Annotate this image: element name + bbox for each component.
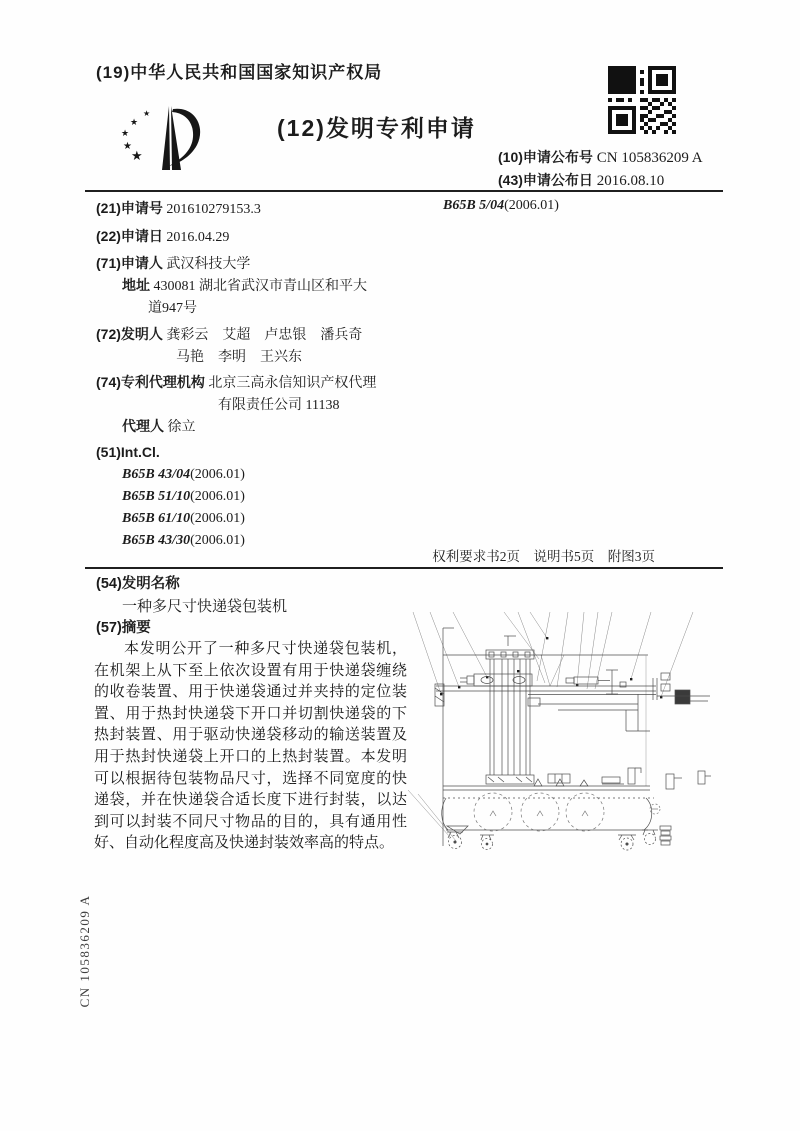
svg-text:★: ★ xyxy=(123,141,132,152)
primary-class-row xyxy=(443,198,559,214)
address-row-2 xyxy=(148,297,197,317)
agency-line2: 有限责任公司 11138 xyxy=(218,398,340,413)
address-row xyxy=(122,275,367,295)
inventors-line2: 马艳 李明 王兴东 xyxy=(176,350,302,365)
inventors-label: (72)发明人 xyxy=(96,326,163,342)
applicant-value: 武汉科技大学 xyxy=(166,257,251,272)
patent-office-logo-icon xyxy=(121,100,225,175)
agent-value: 徐立 xyxy=(167,420,196,435)
class-version: (2006.01) xyxy=(190,467,245,482)
publication-number-value: CN 105836209 A xyxy=(596,150,703,166)
applicant-label: (71)申请人 xyxy=(96,255,163,271)
svg-text:★: ★ xyxy=(131,149,143,164)
application-date-value: 2016.04.29 xyxy=(166,230,230,245)
intcl-entry xyxy=(122,489,245,505)
class-code: B65B 61/10 xyxy=(122,511,191,526)
application-number-label: (21)申请号 xyxy=(96,200,163,216)
class-code: B65B 43/30 xyxy=(122,533,191,548)
header-divider xyxy=(85,190,723,192)
agency-row-2 xyxy=(218,394,339,414)
agency-row xyxy=(96,372,376,392)
class-version: (2006.01) xyxy=(190,511,245,526)
application-number-value: 201610279153.3 xyxy=(166,202,261,217)
intcl-label: (51)Int.Cl. xyxy=(96,444,160,460)
application-date-row xyxy=(96,226,229,246)
document-type-title: (12)发明专利申请 xyxy=(277,115,476,141)
agent-row xyxy=(122,416,196,436)
inventors-row xyxy=(96,324,362,344)
class-code: B65B 51/10 xyxy=(122,489,191,504)
qr-code-icon xyxy=(608,66,676,134)
intcl-entry xyxy=(122,511,245,527)
applicant-row xyxy=(96,253,250,273)
abstract-label: (57)摘要 xyxy=(96,620,151,636)
publication-date-value: 2016.08.10 xyxy=(596,173,665,189)
pages-note: 权利要求书2页 说明书5页 附图3页 xyxy=(432,549,655,564)
application-number-row xyxy=(96,198,261,218)
class-code: B65B 43/04 xyxy=(122,467,191,482)
intcl-row xyxy=(96,444,160,462)
intcl-entry xyxy=(122,467,245,483)
publication-number-label: (10)申请公布号 xyxy=(498,149,593,165)
publication-date-row xyxy=(498,170,664,190)
patent-office-name: (19)中华人民共和国国家知识产权局 xyxy=(96,63,383,82)
svg-text:★: ★ xyxy=(121,129,130,139)
class-version: (2006.01) xyxy=(190,489,245,504)
invention-title-value: 一种多尺寸快递袋包装机 xyxy=(122,599,288,615)
inventors-row-2 xyxy=(176,346,302,366)
abstract-text: 本发明公开了一种多尺寸快递袋包装机，在机架上从下至上依次设置有用于快递袋缠绕的收卷装置、用于快递袋通过并夹持的定位装置、用于热封快递袋下开口并切割快递袋的下热封装置、用于驱动快递袋移动的输送装置及用于热封快递袋上开口的上热封装置。本发明可以根据待包装物品尺寸，选择不同宽度的快递袋，并在快递袋合适长度下进行封装，以达到可以封装不同尺寸物品的目的，具有通用性好、自动化程度高及快递封装效率高的特点。 xyxy=(94,641,407,852)
address-label: 地址 xyxy=(122,277,150,293)
side-publication-code: CN 105836209 A xyxy=(77,894,92,1008)
inventors-line1: 龚彩云 艾超 卢忠银 潘兵奇 xyxy=(166,328,363,343)
agency-label: (74)专利代理机构 xyxy=(96,374,205,390)
address-line2: 道947号 xyxy=(148,301,197,316)
figure-drawing xyxy=(398,598,716,876)
invention-title-label: (54)发明名称 xyxy=(96,576,180,592)
svg-text:★: ★ xyxy=(143,109,151,118)
application-date-label: (22)申请日 xyxy=(96,228,163,244)
svg-text:★: ★ xyxy=(130,118,139,128)
agency-line1: 北京三高永信知识产权代理 xyxy=(208,376,377,391)
primary-class-code: B65B 5/04 xyxy=(443,198,505,213)
agent-label: 代理人 xyxy=(122,418,164,434)
address-line1: 430081 湖北省武汉市青山区和平大 xyxy=(153,279,367,294)
publication-date-label: (43)申请公布日 xyxy=(498,172,593,188)
primary-class-version: (2006.01) xyxy=(504,198,559,213)
intcl-entry xyxy=(122,533,245,549)
class-version: (2006.01) xyxy=(190,533,245,548)
publication-number-row xyxy=(498,147,703,167)
section-divider xyxy=(85,567,723,569)
